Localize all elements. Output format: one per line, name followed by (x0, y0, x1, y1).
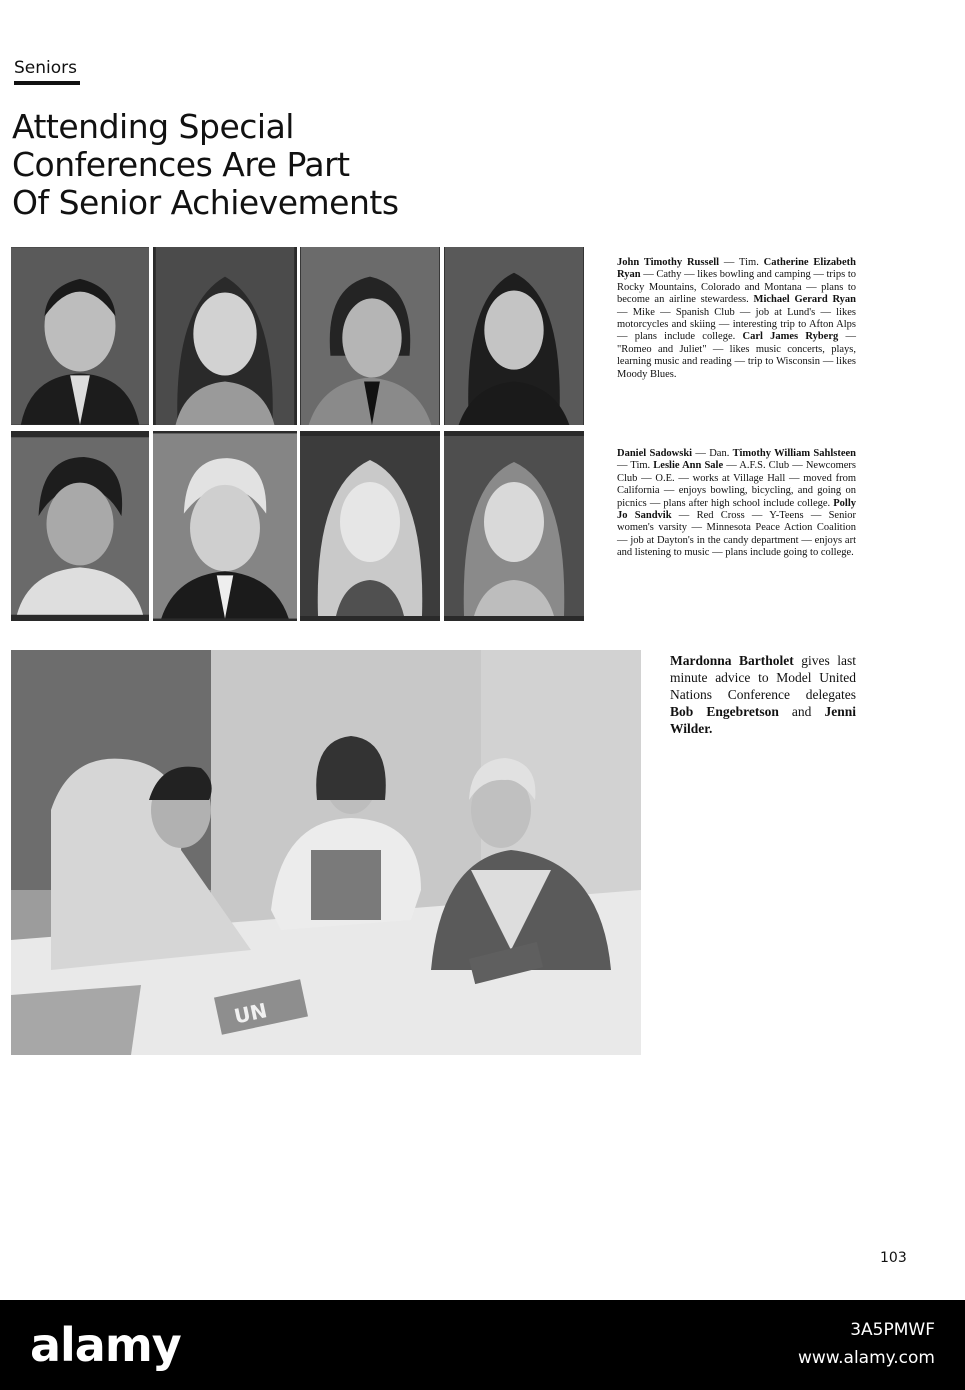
group-photo-caption (670, 652, 856, 737)
caption-text: — Red Cross — Y-Teens — Senior women's varsity — Minnesota Peace Action Coalition — job at Dayton's in the candy department — enjoys art and listening to music — plans include going to college. (617, 510, 856, 559)
portrait-photo (11, 247, 149, 425)
caption-text: — Tim. (719, 257, 764, 268)
caption-text: — Tim. (617, 460, 654, 472)
student-name: Leslie Ann Sale (653, 460, 724, 472)
watermark-bar (0, 1300, 965, 1390)
portrait-photo (11, 431, 149, 621)
page-headline (12, 108, 572, 222)
person-name: Mardonna Bartholet (670, 653, 794, 668)
group-photo (11, 650, 641, 1055)
caption-text: — "Romeo and Juliet" — likes music concerts, plays, learning music and reading — trip to Wisconsin — likes Moody Blues. (617, 331, 856, 380)
section-underline (14, 81, 80, 85)
headline-line-1: Attending Special (12, 107, 294, 146)
caption-text: — Cathy — likes bowling and camping — trips to Rocky Mountains, Colorado and Montana — plans to become an airline stewardess. (617, 269, 856, 306)
student-name: Polly Jo Sandvik (617, 497, 856, 522)
portrait-photo (153, 431, 297, 621)
headline-line-2: Conferences Are Part (12, 145, 350, 184)
student-name: Catherine Elizabeth Ryan (617, 257, 856, 281)
portrait-caption-bottom (617, 448, 856, 560)
caption-text: — Dan. (692, 448, 733, 459)
un-book-label: UN (231, 998, 270, 1029)
caption-text: gives last minute advice to Model United Nations Conference delegates (670, 653, 856, 702)
portrait-photo (300, 247, 440, 425)
image-id: 3A5PMWF (850, 1320, 935, 1340)
caption-text: — A.F.S. Club — Newcomers Club — O.E. — works at Village Hall — moved from California — enjoys bowling, bicycling, and going on picnics — plans after high school include college. (617, 460, 856, 509)
site-url: www.alamy.com (797, 1348, 935, 1368)
student-name: Michael Gerard Ryan (753, 294, 856, 306)
caption-text: and (778, 704, 825, 719)
portrait-photo (300, 431, 440, 621)
alamy-logo: alamy (30, 1318, 181, 1372)
student-name: Carl James Ryberg (742, 331, 839, 343)
portrait-photo (444, 431, 584, 621)
portrait-photo (153, 247, 297, 425)
person-name: Jenni Wilder. (670, 704, 856, 736)
portrait-caption-top (617, 257, 856, 381)
student-name: Timothy William Sahlsteen (732, 448, 856, 459)
portrait-photo (444, 247, 584, 425)
student-name: John Timothy Russell (617, 257, 720, 268)
person-name: Bob Engebretson (670, 704, 779, 719)
watermark-id (798, 1316, 935, 1372)
caption-text: — Mike — Spanish Club — job at Lund's — likes motorcycles and skiing — interesting trip to Afton Alps — plans include college. (617, 306, 856, 343)
headline-line-3: Of Senior Achievements (12, 183, 399, 222)
student-name: Daniel Sadowski (617, 448, 693, 459)
page-number: 103 (880, 1250, 907, 1266)
section-label: Seniors (14, 58, 77, 78)
